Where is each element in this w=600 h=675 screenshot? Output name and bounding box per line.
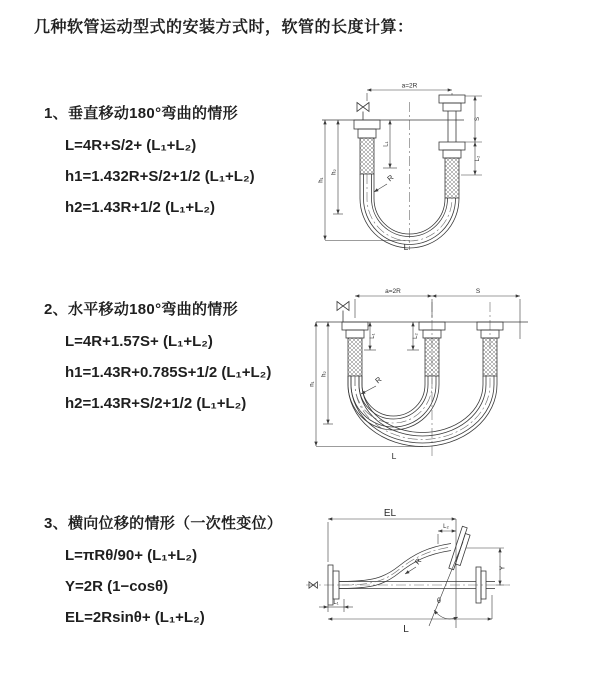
section-2 bbox=[44, 300, 344, 419]
dim-label-l: L bbox=[403, 624, 409, 635]
diagram-lateral-displacement bbox=[298, 500, 600, 662]
dim-label-l: L bbox=[403, 242, 409, 252]
section-1 bbox=[44, 104, 344, 223]
dim-label-el: EL bbox=[383, 508, 397, 519]
dim-label-l2: L₂ bbox=[443, 524, 449, 530]
section-2-formulas bbox=[44, 326, 344, 419]
dim-label-r: R bbox=[412, 556, 424, 567]
formula: L=4R+S/2+ (L₁+L₂) bbox=[65, 137, 197, 154]
dim-label-l1: L₁ bbox=[383, 141, 390, 147]
dim-label-l2: L₂ bbox=[413, 333, 419, 339]
formula: Y=2R (1−cosθ) bbox=[65, 578, 169, 595]
dim-label-h2: h₂ bbox=[331, 169, 338, 175]
formula: L=4R+1.57S+ (L₁+L₂) bbox=[65, 333, 213, 350]
dim-label-r: R bbox=[373, 374, 384, 386]
dim-label-l1: L₁ bbox=[370, 333, 376, 339]
left-flange-fitting bbox=[354, 120, 380, 174]
section-3-heading: 3、横向位移的情形（一次性变位） bbox=[44, 515, 283, 532]
left-flange-fitting bbox=[342, 322, 368, 376]
dim-label-a2r: a=2R bbox=[401, 82, 418, 90]
middle-flange-fitting bbox=[419, 322, 445, 376]
diagram-vertical-180 bbox=[312, 80, 597, 252]
valve-icon bbox=[357, 103, 369, 121]
dim-label-s: S bbox=[475, 116, 481, 122]
diagram-horizontal-180 bbox=[310, 284, 600, 464]
dim-label-h1: h₁ bbox=[310, 381, 316, 387]
section-1-heading: 1、垂直移动180°弯曲的情形 bbox=[44, 105, 238, 122]
construction-lines bbox=[429, 519, 463, 628]
dim-label-l2: L₂ bbox=[475, 155, 481, 162]
formula: h2=1.43R+S/2+1/2 (L₁+L₂) bbox=[65, 395, 247, 412]
dim-label-r: R bbox=[385, 172, 396, 184]
section-2-heading: 2、水平移动180°弯曲的情形 bbox=[44, 301, 238, 318]
formula: h1=1.432R+S/2+1/2 (L₁+L₂) bbox=[65, 168, 255, 185]
formula: h2=1.43R+1/2 (L₁+L₂) bbox=[65, 199, 216, 216]
dim-label-s: S bbox=[475, 288, 481, 295]
dim-label-a2r: a=2R bbox=[385, 288, 401, 295]
formula: EL=2Rsinθ+ (L₁+L₂) bbox=[65, 609, 205, 626]
u-hose-position-2 bbox=[348, 376, 497, 447]
valve-icon bbox=[337, 302, 349, 323]
formula: L=πRθ/90+ (L₁+L₂) bbox=[65, 547, 198, 564]
section-1-formulas bbox=[44, 130, 344, 223]
page-title: 几种软管运动型式的安装方式时，软管的长度计算： bbox=[34, 19, 414, 36]
right-flange-fitting bbox=[477, 322, 503, 376]
right-flange-fitting bbox=[439, 95, 465, 198]
dim-label-h1: h₁ bbox=[318, 177, 325, 183]
dim-label-l: L bbox=[391, 451, 397, 461]
dim-label-h2: h₂ bbox=[321, 371, 328, 377]
dim-label-theta: θ bbox=[437, 598, 441, 605]
formula: h1=1.43R+0.785S+1/2 (L₁+L₂) bbox=[65, 364, 272, 381]
dim-label-l1: L₁ bbox=[333, 600, 339, 606]
dim-label-y: Y bbox=[499, 565, 507, 571]
